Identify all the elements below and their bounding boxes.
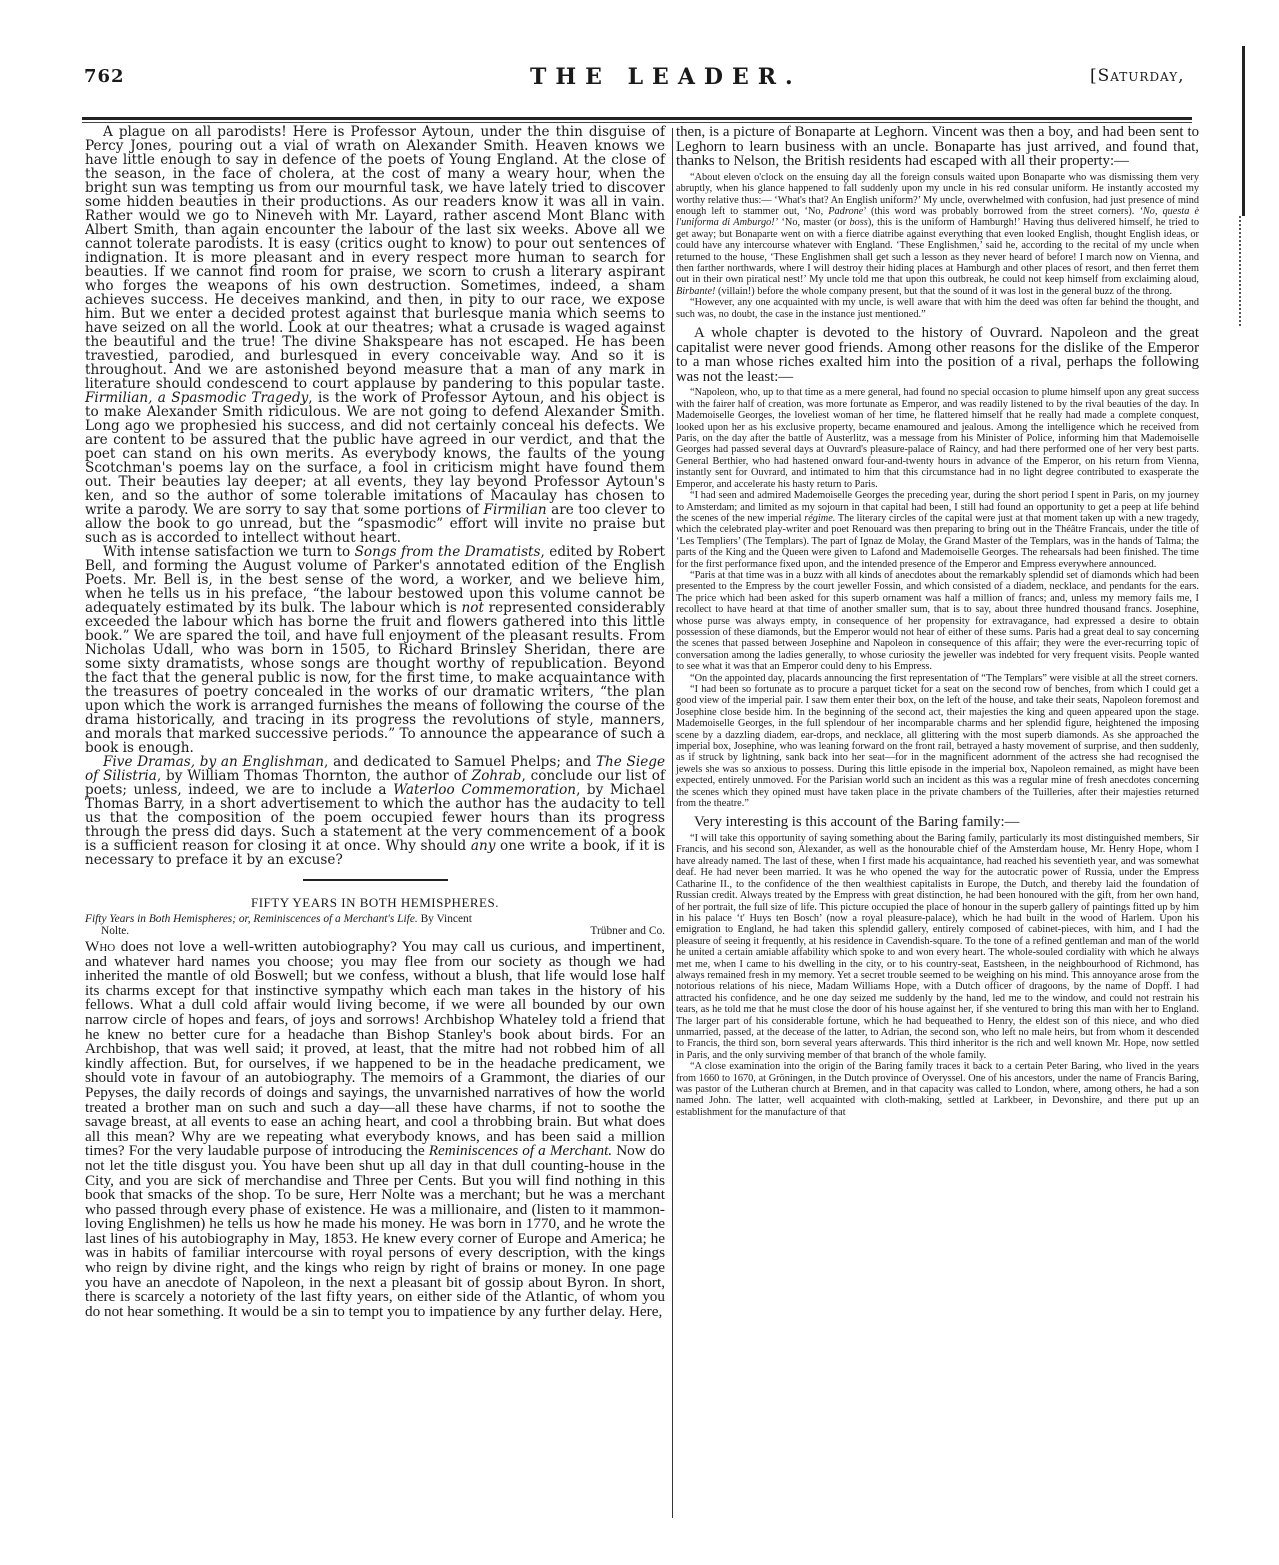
quote-mademoiselle-georges: “Napoleon, who, up to that time as a mere general, had found no special occasion to plume himself upon any great success with the fairer half of creation, was more fortunate as Emperor, and was readily listened to by the rival beauties of the day. In Mademoiselle Georges, the loveliest woman of her time, he flattered himself that he really had made a complete conquest, looked upon her as his exclusive property, became enamoured and jealous. Among the intelligence which he received from Paris, on the day after the battle of Austerlitz, was a message from his Minister of Police, informing him that Mademoiselle Georges had passed several days at Ouvrard's pleasure-palace of Raincy, and had there performed one of her very best parts. General Berthier, who had hastened onward four-and-twenty hours in advance of the Emperor, on his return from Vienna, instantly sent for Ouvrard, and intimated to him that this circumstance had in no light degree contributed to exasperate the Emperor, and accelerate his hasty return to Paris. bbox=[676, 387, 1199, 490]
header-rule-thin bbox=[82, 122, 1192, 123]
column-divider bbox=[672, 128, 673, 1518]
newspaper-title: THE LEADER. bbox=[530, 64, 802, 90]
quote-imperial-box: “I had been so fortunate as to procure a parquet ticket for a seat on the second row of benches, from which I could get a good view of the imperial pair. I saw them enter their box, on the left of the house, and take their seats, Napoleon foremost and Josephine close beside him. In the beginning of the second act, their majesties the king and queen appeared upon the stage. Mademoiselle Georges, in the full splendour of her incomparable charms and her splendid figure, heightened the imposing scene by a dazzling diadem, ear-drops, and necklace, all glittering with the most superb diamonds. As she approached the imperial box, Josephine, who was leaning forward on the front rail, betrayed a hasty movement of surprise, and then suddenly, as if struck by lightning, sank back into her seat—for in the magnificent adornment of the actress she had recognised the jewels she was so anxious to possess. During this little episode in the imperial box, Napoleon remained, as might have been expected, entirely unmoved. For the Parisian world such an incident as this was a regular mine of fresh anecdotes concerning the scenes which they opined must have taken place in the private chambers of the Tuilleries, after their majesties returned from the theatre.” bbox=[676, 684, 1199, 810]
paragraph-leghorn-intro: then, is a picture of Bonaparte at Leghorn. Vincent was then a boy, and had been sent to Leghorn to learn business with an uncle. Bonaparte has just arrived, and found that, thanks to Nelson, the British residents had escaped with all their property:— bbox=[676, 124, 1199, 170]
paragraph-baring-intro: Very interesting is this account of the Baring family:— bbox=[694, 814, 1020, 831]
citation-author: Nolte. bbox=[101, 925, 130, 937]
masthead bbox=[80, 66, 1260, 96]
header-rule bbox=[82, 117, 1192, 120]
right-column bbox=[676, 125, 1199, 1118]
paragraph-parodists: A plague on all parodists! Here is Professor Aytoun, under the thin disguise of Percy Jones, pouring out a vial of wrath on Alexander Smith. Heaven knows we have little enough to say in defence of the poets of Young England. At the close of the season, in the face of cholera, at the cost of many a weary hour, when the bright sun was tempting us from our mournful task, we have lately tried to discover some hidden beauties in their productions. As our readers know it was all in vain. Rather would we go to Nineveh with Mr. Layard, rather ascend Mont Blanc with Albert Smith, than again encounter the labour of the last six weeks. Above all we cannot tolerate parodists. It is easy (critics ought to know) to pour out sentences of indignation. It is more pleasant and in every respect more human to search for beauties. If we cannot find room for praise, we scorn to crush a literary aspirant who forges the weapons of his own destruction. Sometimes, indeed, a sham achieves success. He deceives mankind, and then, in pity to our race, we expose him. But we enter a decided protest against that burlesque mania which seems to have seized on all the world. Look at our theatres; what a crusade is waged against the beautiful and the true! The divine Shakspeare has not escaped. He has been travestied, parodied, and burlesqued in every conceivable way. And so it is throughout. And we are astonished beyond measure that a man of any mark in literature should condescend to court applause by pandering to this popular taste. Firmilian, a Spasmodic Tragedy, is the work of Professor Aytoun, and his object is to make Alexander Smith ridiculous. We are not going to defend Alexander Smith. Long ago we prophesied his success, and did not certainly conceal his defects. We are content to be assured that the public have agreed in our verdict, and that the poet can stand on his own merits. As everybody knows, the faults of the young Scotchman's poems lay on the surface, a fool in criticism might have found them out. Their beauties lay deeper; at all events, they lay beyond Professor Aytoun's ken, and so the author of some tolerable imitations of Macaulay has chosen to write a parody. We are sorry to say that some portions of Firmilian are too clever to allow the book to go unread, but the “spasmodic” effort will invite no praise but such as is accorded to intellect without heart. bbox=[85, 124, 666, 546]
issue-day: [Saturday, bbox=[1090, 66, 1185, 86]
quote-diamonds: “Paris at that time was in a buzz with all kinds of anecdotes about the remarkably splendid set of diamonds which had been presented to the Empress by the court jeweller Fossin, and which consisted of a diadem, necklace, and pendants for the ears. The price which had been asked for this superb ornament was half a million of francs; and, unless my memory fails me, I recollect to have heard at that time of another smaller sum, that is to say, about three hundred thousand francs. Josephine, whose purse was always empty, in consequence of her propensity for extravagance, had expressed a desire to obtain possession of these diamonds, but the Emperor would not hear of either of these sums. Paris had a great deal to say concerning the scenes that passed between Josephine and Napoleon in consequence of this affair; they were the ever-recurring topic of conversation among the ladies generally, to whose curiosity the jeweller was indebted for very frequent visits. People wanted to see what it was that an Emperor could deny to his Empress. bbox=[676, 569, 1199, 673]
quote-bonaparte-consuls: “About eleven o'clock on the ensuing day all the foreign consuls waited upon Bonaparte who was dismissing them very abruptly, when his glance happened to fall suddenly upon my uncle in his red consular uniform. He instantly accosted my worthy relative thus:— ‘What's that? An English uniform?’ My uncle, overwhelmed with confusion, had just presence of mind enough left to stammer out, ‘No, Padrone’ (this word was probably borrowed from the street corners). ‘No, questa è l'uniforma di Amburgo!’ ‘No, master (or boss), this is the uniform of Hamburgh!’ Having thus delivered himself, he tried to get away; but Bonaparte went on with a fierce diatribe against everything that even looked English, thought English ideas, or could have any intercourse whatever with England. ‘These Englishmen,’ said he, according to the recital of my uncle when returned to the house, ‘These Englishmen shall get such a lesson as they never heard of before! I march now on Vienna, and then farther northwards, where I will destroy their hiding places at Hamburgh and other places of resort, and then ferret them out in their own piratical nest!’ My uncle told me that upon this outbreak, he could not keep himself from exclaiming aloud, Birbante! (villain!) before the whole company present, but that the sound of it was lost in the general buzz of the throng. bbox=[676, 171, 1200, 297]
paragraph-ouvrard-intro: A whole chapter is devoted to the history of Ouvrard. Napoleon and the great capitalist were never good friends. Among other reasons for the dislike of the Emperor to a man whose riches exalted him into the position of a rival, perhaps the following was not the least:— bbox=[676, 325, 1199, 385]
quote-templars-rehearsal: “I had seen and admired Mademoiselle Georges the preceding year, during the short period I spent in Paris, on my journey to Amsterdam; and limited as my sojourn in that capital had been, I still had found an opportunity to get a peep at life behind the scenes of the new imperial régime. The literary circles of the capital were just at that moment taken up with a new tragedy, which the celebrated play-writer and poet Renouard was then preparing to bring out in the Théâtre Francais, under the title of ‘Les Templiers’ (The Templars). The part of Ignaz de Molay, the Grand Master of the Templars, was in the hands of Talma; the parts of the King and the Queen were given to Lafond and Mademoiselle Georges. The rehearsals had been finished. The time for the first performance fixed upon, and the intended presence of the Emperor and Empress everywhere announced. bbox=[676, 490, 1199, 570]
quote-placards: “On the appointed day, placards announcing the first representation of “The Templars” were visible at all the street corners. bbox=[690, 672, 1198, 684]
paragraph-five-dramas: Five Dramas, by an Englishman, and dedicated to Samuel Phelps; and The Siege of Silistria, by William Thomas Thornton, the author of Zohrab, conclude our list of poets; unless, indeed, we are to include a Waterloo Commemoration, by Michael Thomas Barry, in a short advertisement to which the author has the audacity to tell us that the composition of the poem occupied fewer hours than its progress through the press did days. Such a statement at the very commencement of a book is a sufficient reason for closing it at once. Why should any one write a book, if it is necessary to preface it by an excuse? bbox=[85, 754, 666, 868]
quote-uncle-deed: “However, any one acquainted with my uncle, is well aware that with him the deed was often far behind the thought, and such was, no doubt, the case in the instance just mentioned.” bbox=[676, 297, 1199, 320]
review-heading: FIFTY YEARS IN BOTH HEMISPHERES. bbox=[251, 895, 499, 910]
citation-author-publisher bbox=[85, 925, 665, 937]
quote-baring-origin: “A close examination into the origin of the Baring family traces it back to a certain Peter Baring, who lived in the years from 1660 to 1670, at Gröningen, in the Dutch province of Overyssel. One of his ancestors, under the name of Francis Baring, was pastor of the Lutheran church at Bremen, and in that capacity was called to London, where, among others, he had a son named John. The latter, well acquainted with cloth-making, settled at Larkbeer, in Devonshire, and there put up an establishment for the manufacture of that bbox=[676, 1061, 1199, 1118]
quote-baring-hope: “I will take this opportunity of saying something about the Baring family, particularly its most distinguished members, Sir Francis, and his second son, Alexander, as well as the honourable chief of the Amsterdam house, Mr. Henry Hope, whom I have already named. The last of these, when I first made his acquaintance, had reached his seventieth year, and was somewhat deaf. He had never been married. It was he who opened the way for the autocratic power of Russia, under the Empress Catharine II., to the confidence of the then wealthiest capitalists in Europe, the Dutch, and thereby laid the foundation of Russian credit. Always treated by the Empress with great distinction, he had been honoured with the gift, from her own hand, of her portrait, the full size of life. This picture occupied the place of honour in the superb gallery of paintings fitted up by him in his palace ‘t' Huys ten Bosch’ (now a royal pleasure-palace), which he had built in the wood of Harlem. Upon his emigration to England, he had taken this splendid gallery, entirely composed of cabinet-pieces, with him, and I had the pleasure of seeing it frequently, at his residence in Cavendish-square. To the tone of a refined gentleman and man of the world he united a certain amiable affability which spoke to and won every heart. The whole-souled cordiality with which he always met me, when I came to his dwelling in the city, or to his country-seat, Eastsheen, in the neighbourhood of Richmond, has always remained fresh in my memory. Yet a secret trouble seemed to be weighing on his mind. This annoyance arose from the notorious relations of his niece, Madam Williams Hope, with a Dutch officer of dragoons, by the name of Dopff. I had attracted his confidence, and he one day seized me suddenly by the hand, led me to the window, and could not restrain his tears, as he told me that he must close the door of his house against her, if she ventured to bring this man with her to England. The larger part of his considerable fortune, which he had bequeathed to Henry, the eldest son of this niece, and who died unmarried, passed, at the decease of the latter, to Adrian, the second son, who left no male heirs, but from whom it descended to Francis, the third son, born several years afterwards. This third inheritor is the rich and well known Mr. Hope, now settled in Paris, and the only surviving member of that branch of the whole family. bbox=[676, 833, 1199, 1061]
paragraph-review-intro: Who does not love a well-written autobiography? You may call us curious, and impertinent, and whatever hard names you choose; you may flee from our society as though we had inherited the mantle of old Boswell; but we confess, without a blush, that life would lose half its charms except for that instinctive sympathy which each man takes in the history of his fellows. What a dull cold affair would living become, if we were all bounded by our own narrow circle of hopes and fears, of joys and sorrows! Archbishop Whateley told a friend that he knew no better cure for a headache than Bishop Stanley's book about birds. For an Archbishop, that was well said; it proved, at least, that the mitre had not robbed him of all kindly affection. But, for ourselves, if we happened to be in the headache predicament, we should vote in favour of an autobiography. The memoirs of a Grammont, the diaries of our Pepyses, the daily records of doings and sayings, the unvarnished narratives of how the world treated a brother man on such and such a day—all these have charms, if not to soothe the savage breast, at all events to ease an aching heart, and cool a throbbing brain. But what does all this mean? Why are we repeating what everybody knows, and has been said a million times? For the very laudable purpose of introducing the Reminiscences of a Merchant. Now do not let the title disgust you. You have been shut up all day in that dull counting-house in the City, and you are sick of merchandise and Three per Cents. But you will find nothing in this book that smacks of the shop. To be sure, Herr Nolte was a merchant; but he was a merchant who passed through every phase of existence. He was a millionaire, and (listen to it mammon-loving Englishmen) he tells us how he made his money. He was born in 1770, and he wrote the last lines of his autobiography in May, 1853. He knew every corner of Europe and America; he was in habits of familiar intercourse with royal persons of every description, with the kings who reign by divine right, and the kings who reign by right of brains or money. In one page you have an anecdote of Napoleon, in the next a pleasant bit of gossip about Byron. In short, there is scarcely a notoriety of the last fifty years, on either side of the Atlantic, of whom you do not hear something. It would be a sin to tempt you to impatience by any further delay. Here, bbox=[85, 938, 666, 1320]
book-citation: Fifty Years in Both Hemispheres; or, Reminiscences of a Merchant's Life. By Vincent bbox=[85, 913, 472, 925]
citation-publisher: Trübner and Co. bbox=[590, 925, 665, 937]
page-number: 762 bbox=[84, 66, 125, 87]
paragraph-songs-dramatists: With intense satisfaction we turn to Songs from the Dramatists, edited by Robert Bell, and forming the August volume of Parker's annotated edition of the English Poets. Mr. Bell is, in the best sense of the word, a worker, and we believe him, when he tells us in his preface, “the labour bestowed upon this volume cannot be adequately estimated by its bulk. The labour which is not represented considerably exceeded the labour which has borne the fruit and flowers gathered into this little book.” We are spared the toil, and have full enjoyment of the pleasant results. From Nicholas Udall, who was born in 1505, to Richard Brinsley Sheridan, there are some sixty dramatists, whose songs are thought worthy of republication. Beyond the fact that the general public is now, for the first time, to make acquaintance with the treasures of poetry concealed in the works of our dramatic writers, “the plan upon which the work is arranged furnishes the means of following the course of the drama historically, and tracing in its progress the revolutions of style, manners, and morals that marked successive periods.” To announce the appearance of such a book is enough. bbox=[85, 544, 666, 756]
section-divider bbox=[303, 879, 448, 881]
page-edge-shadow-dotted bbox=[1239, 216, 1241, 326]
left-column bbox=[85, 125, 665, 1319]
